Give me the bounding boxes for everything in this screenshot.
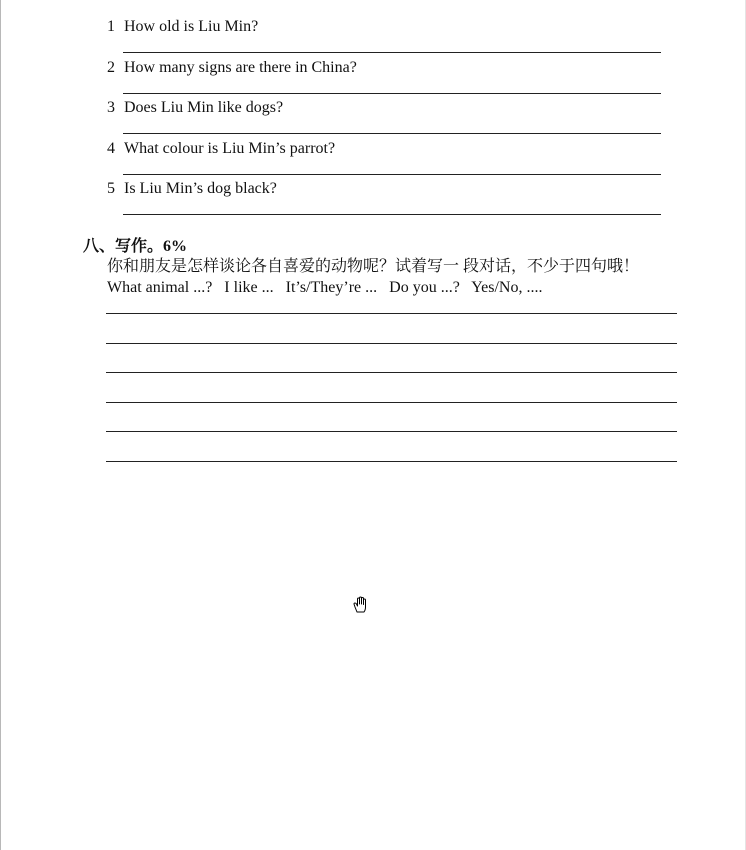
question-number: 3 <box>107 99 115 116</box>
answer-line-2[interactable] <box>123 93 661 94</box>
writing-instruction: 你和朋友是怎样谈论各自喜爱的动物呢？试着写一 段对话，不少于四句哦！ <box>107 258 640 275</box>
hand-cursor-icon <box>351 595 371 615</box>
writing-section-title: 八、写作。6% <box>83 238 188 255</box>
question-2 <box>107 59 357 77</box>
writing-line-3[interactable] <box>106 372 677 373</box>
writing-prompts: What animal ...? I like ... It’s/They’re ... Do you ...? Yes/No, .... <box>107 279 543 296</box>
writing-line-2[interactable] <box>106 343 677 344</box>
writing-line-5[interactable] <box>106 431 677 432</box>
writing-line-4[interactable] <box>106 402 677 403</box>
answer-line-1[interactable] <box>123 52 661 53</box>
question-text: How many signs are there in China? <box>124 59 357 76</box>
question-1 <box>107 18 258 36</box>
question-number: 2 <box>107 59 115 76</box>
question-4 <box>107 140 335 158</box>
question-text: Is Liu Min’s dog black? <box>124 180 277 197</box>
question-3 <box>107 99 283 117</box>
question-text: What colour is Liu Min’s parrot? <box>124 140 336 157</box>
page-left-edge <box>0 0 1 850</box>
question-number: 5 <box>107 180 115 197</box>
question-text: Does Liu Min like dogs? <box>124 99 284 116</box>
answer-line-3[interactable] <box>123 133 661 134</box>
answer-line-5[interactable] <box>123 214 661 215</box>
writing-line-6[interactable] <box>106 461 677 462</box>
question-number: 4 <box>107 140 115 157</box>
answer-line-4[interactable] <box>123 174 661 175</box>
question-5 <box>107 180 277 198</box>
writing-line-1[interactable] <box>106 313 677 314</box>
question-number: 1 <box>107 18 115 35</box>
question-text: How old is Liu Min? <box>124 18 259 35</box>
